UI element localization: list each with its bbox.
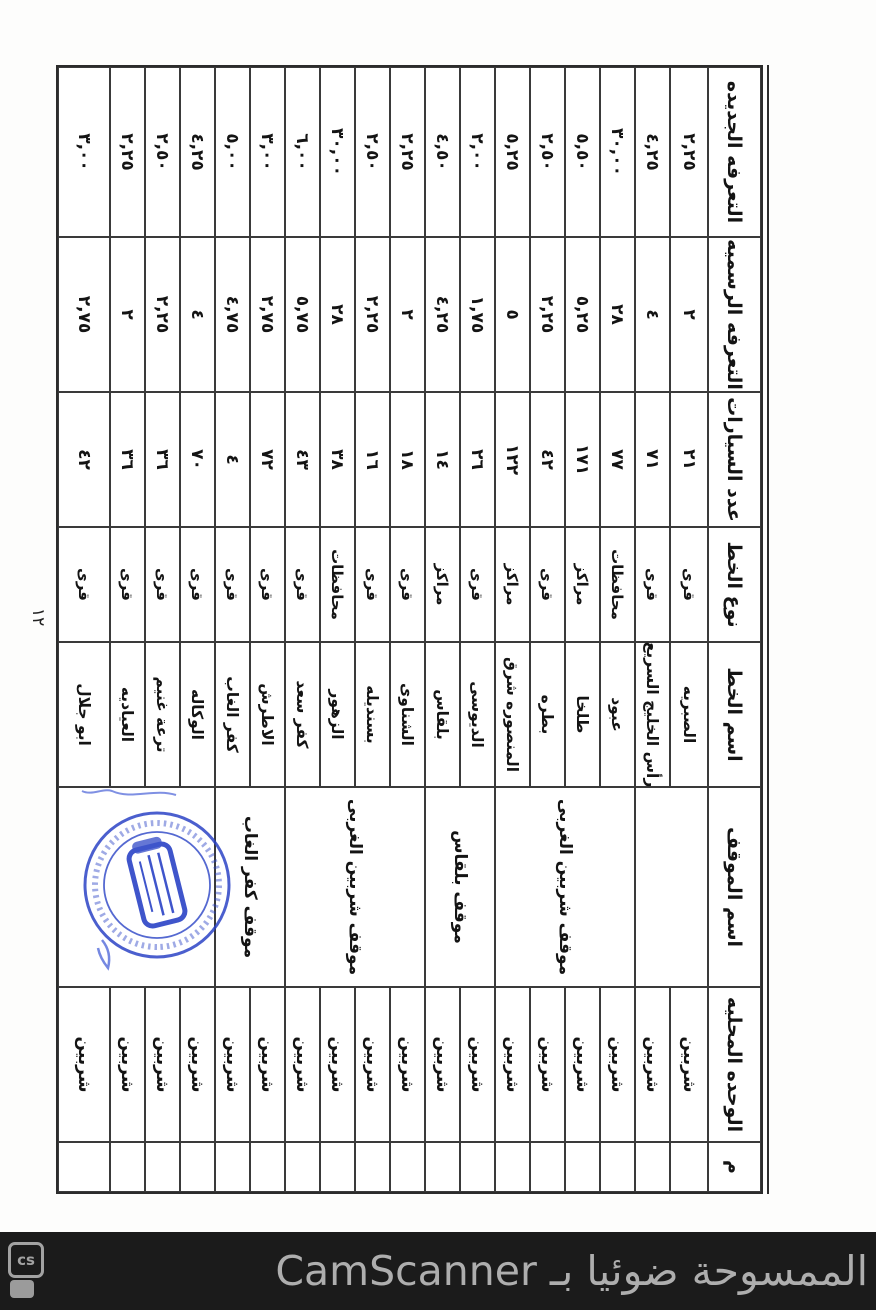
official-tariff-cell: ٤ [180, 237, 215, 392]
official-tariff-cell: ٥,٢٥ [565, 237, 600, 392]
serial-cell [58, 1142, 110, 1192]
tariff-table [56, 65, 763, 1194]
line-name-cell: الديوسى [460, 642, 495, 787]
new-tariff-cell: ٣,٠٠ [250, 67, 285, 237]
official-tariff-cell: ٥,٧٥ [285, 237, 320, 392]
car-count-cell: ٣٦ [145, 392, 180, 527]
header-serial: م [708, 1142, 761, 1192]
local-unit-cell: شربين [460, 987, 495, 1142]
serial-cell [670, 1142, 708, 1192]
new-tariff-cell: ٣٠,٠٠ [600, 67, 635, 237]
local-unit-cell: شربين [285, 987, 320, 1142]
serial-cell [600, 1142, 635, 1192]
line-name-cell: الشناوى [390, 642, 425, 787]
local-unit-cell: شربين [600, 987, 635, 1142]
car-count-cell: ٧٢ [250, 392, 285, 527]
new-tariff-cell: ٦,٠٠ [285, 67, 320, 237]
local-unit-cell: شربين [530, 987, 565, 1142]
line-name-cell: الصبريه [670, 642, 708, 787]
new-tariff-cell: ٥,٠٠ [215, 67, 250, 237]
line-type-cell: مراكز [565, 527, 600, 642]
line-type-cell: قرى [355, 527, 390, 642]
new-tariff-cell: ٢,٥٠ [145, 67, 180, 237]
line-type-cell: قرى [460, 527, 495, 642]
station-cell: موقف كفر الغاب [215, 787, 285, 987]
local-unit-cell: شربين [58, 987, 110, 1142]
serial-cell [355, 1142, 390, 1192]
page-number: ١٢ [28, 608, 48, 627]
local-unit-cell: شربين [180, 987, 215, 1142]
official-tariff-cell: ٤,٢٥ [425, 237, 460, 392]
official-tariff-cell: ٢ [390, 237, 425, 392]
local-unit-cell: شربين [495, 987, 530, 1142]
new-tariff-cell: ٥,٥٠ [565, 67, 600, 237]
car-count-cell: ٤٢ [58, 392, 110, 527]
new-tariff-cell: ٢,٥٠ [530, 67, 565, 237]
official-tariff-cell: ٢,٧٥ [250, 237, 285, 392]
official-tariff-cell: ٢ [110, 237, 145, 392]
new-tariff-cell: ٢,٠٠ [460, 67, 495, 237]
line-name-cell: بطره [530, 642, 565, 787]
line-name-cell: عبود [600, 642, 635, 787]
cs-logo-tab [10, 1280, 34, 1298]
new-tariff-cell: ٤,٢٥ [180, 67, 215, 237]
line-name-cell: الوكاله [180, 642, 215, 787]
local-unit-cell: شربين [320, 987, 355, 1142]
local-unit-cell: شربين [425, 987, 460, 1142]
header-official-tariff: التعرفه الرسميه [708, 237, 761, 392]
serial-cell [495, 1142, 530, 1192]
new-tariff-cell: ٣,٠٠ [58, 67, 110, 237]
line-name-cell: ابو جلال [58, 642, 110, 787]
new-tariff-cell: ٤,٢٥ [635, 67, 670, 237]
header-line-type: نوع الخط [708, 527, 761, 642]
new-tariff-cell: ٢,٢٥ [110, 67, 145, 237]
official-tariff-cell: ٢,٢٥ [145, 237, 180, 392]
line-type-cell: قرى [635, 527, 670, 642]
camscanner-watermark-text: الممسوحة ضوئيا بـ CamScanner [275, 1247, 868, 1295]
station-cell: موقف شربين الغربى [495, 787, 635, 987]
line-type-cell: قرى [670, 527, 708, 642]
line-name-cell: بلقاس [425, 642, 460, 787]
line-type-cell: قرى [285, 527, 320, 642]
header-local-unit: الوحده المحليه [708, 987, 761, 1142]
local-unit-cell: شربين [355, 987, 390, 1142]
official-tariff-cell: ١,٧٥ [460, 237, 495, 392]
serial-cell [250, 1142, 285, 1192]
new-tariff-cell: ٢,٢٥ [390, 67, 425, 237]
line-type-cell: مراكز [495, 527, 530, 642]
local-unit-cell: شربين [390, 987, 425, 1142]
line-type-cell: قرى [250, 527, 285, 642]
cs-logo-letters: cs [8, 1242, 44, 1278]
serial-cell [320, 1142, 355, 1192]
line-name-cell: بسنديله [355, 642, 390, 787]
car-count-cell: ٢١ [670, 392, 708, 527]
official-tariff-cell: ٢٨ [320, 237, 355, 392]
station-cell: موقف شربين الغربى [285, 787, 425, 987]
line-name-cell: المنصوره شرق [495, 642, 530, 787]
car-count-cell: ٢٦ [460, 392, 495, 527]
line-type-cell: محافظات [600, 527, 635, 642]
serial-cell [145, 1142, 180, 1192]
camscanner-watermark-bar [0, 1232, 876, 1310]
new-tariff-cell: ٤,٥٠ [425, 67, 460, 237]
line-type-cell: مراكز [425, 527, 460, 642]
car-count-cell: ١٨ [390, 392, 425, 527]
serial-cell [110, 1142, 145, 1192]
new-tariff-cell: ٣٠,٠٠ [320, 67, 355, 237]
line-name-cell: طلخا [565, 642, 600, 787]
car-count-cell: ١٤ [425, 392, 460, 527]
car-count-cell: ٣٦ [110, 392, 145, 527]
station-cell: موقف بلقاس [425, 787, 495, 987]
serial-cell [285, 1142, 320, 1192]
official-tariff-cell: ٢,٧٥ [58, 237, 110, 392]
line-type-cell: قرى [145, 527, 180, 642]
line-type-cell: قرى [390, 527, 425, 642]
local-unit-cell: شربين [670, 987, 708, 1142]
official-tariff-cell: ٢٨ [600, 237, 635, 392]
line-type-cell: محافظات [320, 527, 355, 642]
official-tariff-cell: ٢,٢٥ [530, 237, 565, 392]
official-tariff-cell: ٥ [495, 237, 530, 392]
official-tariff-cell: ٢ [670, 237, 708, 392]
line-type-cell: قرى [530, 527, 565, 642]
station-cell [58, 787, 215, 987]
local-unit-cell: شربين [565, 987, 600, 1142]
line-name-cell: الزهور [320, 642, 355, 787]
line-name-cell: الاطرش [250, 642, 285, 787]
line-name-cell: كفر الغاب [215, 642, 250, 787]
header-station-name: اسم الموقف [708, 787, 761, 987]
new-tariff-cell: ٥,٢٥ [495, 67, 530, 237]
line-type-cell: قرى [110, 527, 145, 642]
header-new-tariff: التعرفه الجديده [708, 67, 761, 237]
car-count-cell: ٧١ [635, 392, 670, 527]
line-type-cell: قرى [58, 527, 110, 642]
local-unit-cell: شربين [110, 987, 145, 1142]
car-count-cell: ٣٨ [320, 392, 355, 527]
serial-cell [180, 1142, 215, 1192]
serial-cell [390, 1142, 425, 1192]
official-tariff-cell: ٢,٢٥ [355, 237, 390, 392]
station-cell [635, 787, 708, 987]
car-count-cell: ٤ [215, 392, 250, 527]
car-count-cell: ٤٣ [285, 392, 320, 527]
line-name-cell: كفر سعد [285, 642, 320, 787]
serial-cell [425, 1142, 460, 1192]
header-line-name: اسم الخط [708, 642, 761, 787]
local-unit-cell: شربين [215, 987, 250, 1142]
official-tariff-cell: ٤,٧٥ [215, 237, 250, 392]
line-type-cell: قرى [180, 527, 215, 642]
car-count-cell: ٤٢ [530, 392, 565, 527]
local-unit-cell: شربين [250, 987, 285, 1142]
serial-cell [635, 1142, 670, 1192]
car-count-cell: ٧٧ [600, 392, 635, 527]
line-name-cell: ترعة غنيم [145, 642, 180, 787]
line-type-cell: قرى [215, 527, 250, 642]
serial-cell [460, 1142, 495, 1192]
car-count-cell: ٧٠ [180, 392, 215, 527]
new-tariff-cell: ٢,٥٠ [355, 67, 390, 237]
car-count-cell: ١٧١ [565, 392, 600, 527]
serial-cell [565, 1142, 600, 1192]
line-name-cell: العياديه [110, 642, 145, 787]
serial-cell [215, 1142, 250, 1192]
local-unit-cell: شربين [635, 987, 670, 1142]
header-car-count: عدد السيارات [708, 392, 761, 527]
car-count-cell: ١٢٢ [495, 392, 530, 527]
local-unit-cell: شربين [145, 987, 180, 1142]
serial-cell [530, 1142, 565, 1192]
line-name-cell: رأس الخليج السريع [635, 642, 670, 787]
car-count-cell: ١٦ [355, 392, 390, 527]
camscanner-logo-icon [8, 1240, 46, 1302]
new-tariff-cell: ٢,٢٥ [670, 67, 708, 237]
official-tariff-cell: ٤ [635, 237, 670, 392]
